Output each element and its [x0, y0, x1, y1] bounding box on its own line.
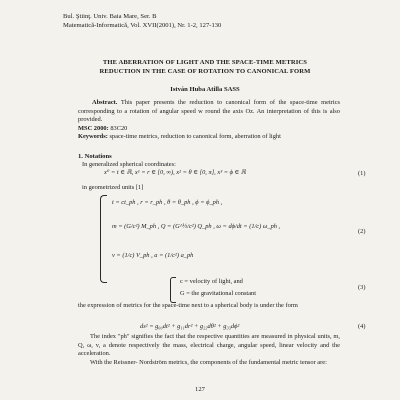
equation-4: ds² = g₀₀dt² + g₁₁dr² + g₂₂dθ² + g₃₃dϕ²	[140, 323, 240, 330]
paper-title	[40, 58, 370, 76]
abstract-label: Abstract.	[92, 99, 118, 106]
abstract-paragraph	[78, 99, 340, 125]
index-ph-paragraph: The index "ph" signifies the fact that the respective quantities are measured in physical units, m, Q, ω, v, a denote respectively the mass, electrical charge, angular speed, linear velocity and the acceleration.	[78, 333, 340, 358]
keywords-line	[78, 133, 378, 142]
equation-number-4: (4)	[358, 323, 366, 330]
equation-brace-constants	[170, 277, 176, 303]
constant-g-definition: G = the gravitational constant	[180, 290, 257, 297]
equation-2-line-2: m = (G/c²) M_ph , Q = (G^½/c²) Q_ph , ω = dϕ/dt = (1/c) ω_ph ,	[112, 223, 281, 230]
keywords-text: space-time metrics, reduction to canonical form, aberration of light	[109, 133, 281, 140]
title-line-1: THE ABERRATION OF LIGHT AND THE SPACE-TIME METRICS	[102, 59, 308, 66]
msc-code: 83C20	[110, 125, 128, 132]
keywords-label: Keywords:	[78, 133, 108, 140]
title-line-2: REDUCTION IN THE CASE OF ROTATION TO CANONICAL FORM	[99, 68, 311, 75]
equation-number-3: (3)	[358, 284, 366, 291]
equation-brace-left	[100, 195, 107, 283]
msc-label: MSC 2000:	[78, 125, 109, 132]
equation-2-line-3: v = (1/c) V_ph , a = (1/c²) a_ph	[112, 252, 194, 259]
equation-number-1: (1)	[358, 170, 366, 177]
equation-2-line-1: t = ct_ph , r = r_ph , θ = θ_ph , ϕ = ϕ_ph ,	[112, 199, 223, 206]
journal-volume: Matematică-Informatică, Vol. XVII(2001), Nr. 1-2, 127-130	[63, 22, 222, 29]
reissner-nordstrom-paragraph: With the Reissner- Nordström metrics, the components of the fundamental metric tensor are:	[90, 359, 327, 366]
constant-c-definition: c = velocity of light, and	[180, 278, 243, 285]
equation-number-2: (2)	[358, 228, 366, 235]
geometrized-units-text: in geometrized units [1]	[82, 184, 144, 191]
author-name: István Huba Atilla SASS	[170, 86, 240, 93]
section-heading: 1. Notations	[78, 153, 112, 160]
journal-name: Bul. Ştiinţ. Univ. Baia Mare, Ser. B	[63, 13, 157, 20]
spherical-intro: In generalized spherical coordinates:	[82, 161, 176, 168]
journal-header	[63, 12, 221, 30]
metric-expression-text: the expression of metrics for the space-time next to a spherical body is under the form	[78, 302, 298, 309]
page-number: 127	[195, 386, 205, 393]
abstract-text: This paper presents the reduction to canonical form of the space-time metrics corresponding to a rotation of angular speed w round the axis Oz. An interpretation of this is also provided.	[78, 99, 340, 124]
coordinate-ranges: x⁰ = t ∈ ℝ, x¹ = r ∈ [0, ∞), x² = θ ∈ [0, π], x³ = ϕ ∈ ℝ	[104, 169, 246, 176]
